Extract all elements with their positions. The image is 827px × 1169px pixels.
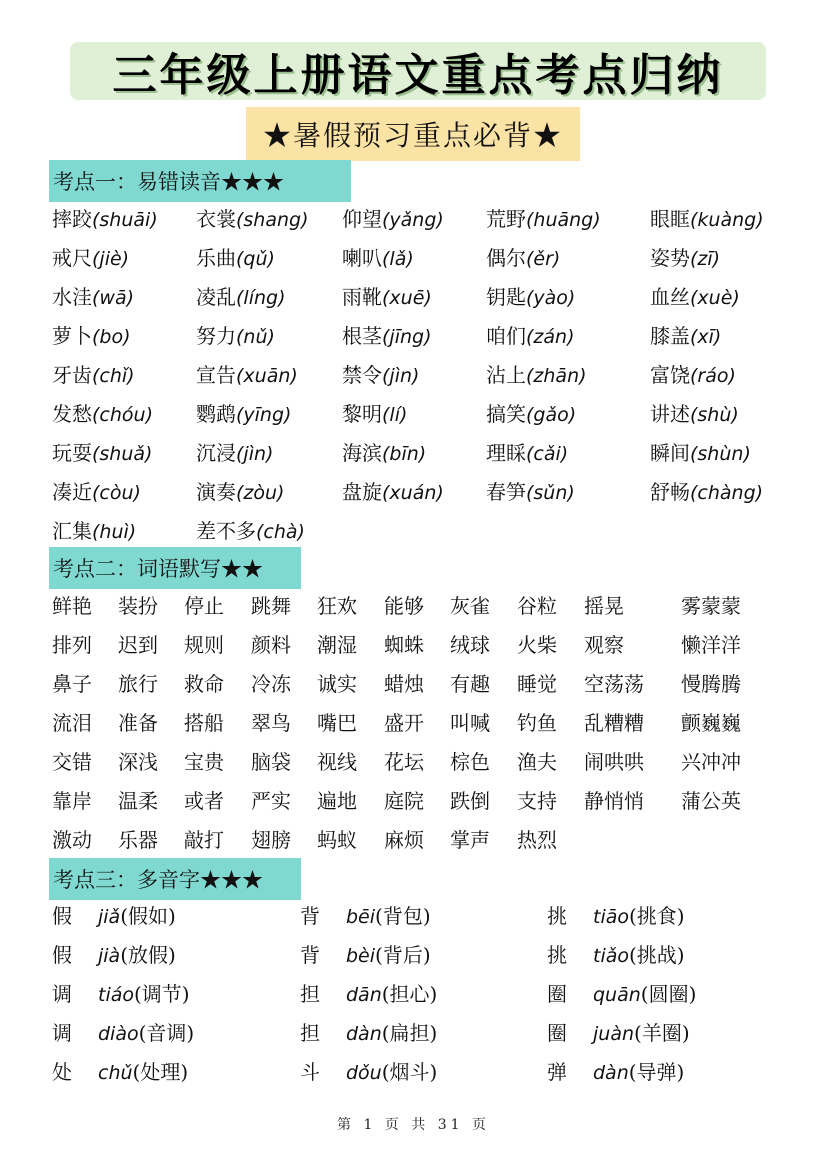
vocab-word: 热烈 [517,828,557,852]
vocab-word: 麻烦 [384,828,424,852]
vocab-word: 停止 [184,594,224,618]
polyphone-char: 调 [52,1021,72,1045]
pinyin-entry [342,359,419,388]
polyphone-example: (处理) [132,1060,189,1084]
entry-pinyin: (xuē) [382,287,432,309]
vocab-word: 乱糟糟 [584,711,644,735]
polyphone-example: (圆圈) [640,982,697,1006]
vocab-word: 蜘蛛 [384,633,424,657]
polyphone-pinyin: quān [593,984,641,1006]
polyphone-entry [547,978,696,1007]
polyphone-entry [300,1056,437,1085]
entry-word: 差不多 [196,519,256,543]
entry-pinyin: (qǔ) [236,248,275,270]
vocab-word: 颤巍巍 [681,711,741,735]
entry-pinyin: (jìn) [382,365,420,387]
polyphone-example: (挑战) [629,943,685,967]
pinyin-entry [52,320,131,349]
vocab-word: 慢腾腾 [681,672,741,696]
polyphone-example: (背后) [375,943,431,967]
polyphone-entry [300,978,437,1007]
pinyin-entry [52,203,158,232]
pinyin-entry [650,242,720,271]
polyphone-pinyin: tiǎo [593,945,629,967]
vocab-word: 蚂蚁 [317,828,357,852]
pinyin-entry [52,476,141,505]
entry-word: 血丝 [650,285,690,309]
entry-pinyin: (jīng) [382,326,432,348]
polyphone-pinyin: bèi [346,945,376,967]
entry-pinyin: (xuān) [236,365,298,387]
vocab-word: 灰雀 [450,594,490,618]
vocab-word: 严实 [251,789,291,813]
vocab-word: 流泪 [52,711,92,735]
polyphone-pinyin: tiáo [98,984,134,1006]
polyphone-entry [52,900,176,929]
entry-word: 宣告 [196,363,236,387]
vocab-word: 静悄悄 [584,789,644,813]
entry-pinyin: (yào) [526,287,576,309]
vocab-word: 跳舞 [251,594,291,618]
entry-pinyin: (líng) [236,287,286,309]
vocab-word: 视线 [317,750,357,774]
polyphone-example: (放假) [120,943,176,967]
vocab-word: 或者 [184,789,224,813]
vocab-word: 懒洋洋 [681,633,741,657]
polyphone-example: (背包) [375,904,431,928]
vocab-word: 蜡烛 [384,672,424,696]
polyphone-pinyin: tiāo [593,906,629,928]
polyphone-pinyin: dǒu [346,1062,382,1084]
vocab-word: 狂欢 [317,594,357,618]
pinyin-entry [650,476,763,505]
entry-pinyin: (kuàng) [690,209,764,231]
pinyin-entry [342,281,432,310]
vocab-word: 空荡荡 [584,672,644,696]
entry-word: 搞笑 [486,402,526,426]
pinyin-entry [342,320,432,349]
entry-pinyin: (zhān) [526,365,587,387]
entry-word: 雨靴 [342,285,382,309]
entry-word: 讲述 [650,402,690,426]
pinyin-entry [486,320,574,349]
entry-pinyin: (shuāi) [92,209,158,231]
vocab-word: 雾蒙蒙 [681,594,741,618]
polyphone-example: (假如) [120,904,176,928]
vocab-word: 掌声 [450,828,490,852]
entry-word: 鹦鹉 [196,402,236,426]
vocab-word: 搭船 [184,711,224,735]
polyphone-char: 挑 [547,904,567,928]
vocab-word: 睡觉 [517,672,557,696]
entry-pinyin: (shù) [690,404,739,426]
pinyin-entry [196,242,275,271]
polyphone-entry [547,939,685,968]
vocab-word: 能够 [384,594,424,618]
pinyin-entry [196,515,305,544]
entry-word: 仰望 [342,207,382,231]
vocab-word: 排列 [52,633,92,657]
polyphone-pinyin: jià [98,945,121,967]
polyphone-entry [547,1017,690,1046]
pinyin-entry [342,398,407,427]
entry-pinyin: (bo) [92,326,131,348]
polyphone-char: 背 [300,904,320,928]
polyphone-entry [547,1056,684,1085]
polyphone-example: (羊圈) [634,1021,690,1045]
pinyin-entry [650,320,721,349]
pinyin-entry [486,242,560,271]
pinyin-entry [342,476,444,505]
polyphone-char: 圈 [547,982,567,1006]
entry-pinyin: (yīng) [236,404,292,426]
pinyin-entry [486,476,575,505]
polyphone-char: 圈 [547,1021,567,1045]
polyphone-char: 弹 [547,1060,567,1084]
polyphone-pinyin: dàn [346,1023,382,1045]
entry-word: 眼眶 [650,207,690,231]
entry-pinyin: (ráo) [690,365,736,387]
entry-word: 荒野 [486,207,526,231]
entry-word: 钥匙 [486,285,526,309]
section-heading-3: 考点三：多音字★★★ [49,858,301,900]
entry-pinyin: (cǎi) [526,443,569,465]
entry-pinyin: (còu) [92,482,141,504]
entry-pinyin: (yǎng) [382,209,444,231]
entry-word: 沾上 [486,363,526,387]
vocab-word: 冷冻 [251,672,291,696]
vocab-word: 潮湿 [317,633,357,657]
entry-word: 凌乱 [196,285,236,309]
vocab-word: 兴冲冲 [681,750,741,774]
vocab-word: 谷粒 [517,594,557,618]
vocab-word: 激动 [52,828,92,852]
polyphone-entry [52,1017,194,1046]
pinyin-entry [52,515,136,544]
vocab-word: 诚实 [317,672,357,696]
polyphone-char: 假 [52,904,72,928]
page-subtitle: ★暑假预习重点必背★ [262,119,563,152]
entry-pinyin: (xī) [690,326,722,348]
entry-word: 玩耍 [52,441,92,465]
entry-pinyin: (jiè) [92,248,130,270]
vocab-word: 脑袋 [251,750,291,774]
pinyin-entry [196,437,273,466]
entry-pinyin: (chà) [256,521,305,543]
entry-pinyin: (jìn) [236,443,274,465]
polyphone-entry [300,1017,437,1046]
vocab-word: 鼻子 [52,672,92,696]
pinyin-entry [342,242,414,271]
entry-word: 汇集 [52,519,92,543]
polyphone-char: 担 [300,1021,320,1045]
polyphone-entry [52,939,176,968]
polyphone-char: 担 [300,982,320,1006]
pinyin-entry [486,437,568,466]
pinyin-entry [52,359,135,388]
pinyin-entry [52,242,129,271]
polyphone-entry [52,978,190,1007]
vocab-word: 嘴巴 [317,711,357,735]
vocab-word: 支持 [517,789,557,813]
entry-pinyin: (zī) [690,248,721,270]
entry-word: 衣裳 [196,207,236,231]
vocab-word: 装扮 [118,594,158,618]
entry-pinyin: (chàng) [690,482,764,504]
vocab-word: 叫喊 [450,711,490,735]
pinyin-entry [52,281,134,310]
entry-word: 根茎 [342,324,382,348]
entry-word: 牙齿 [52,363,92,387]
vocab-word: 绒球 [450,633,490,657]
page-title: 三年级上册语文重点考点归纳 [112,50,724,101]
polyphone-pinyin: juàn [593,1023,635,1045]
entry-pinyin: (lí) [382,404,408,426]
entry-word: 凑近 [52,480,92,504]
pinyin-entry [486,203,601,232]
subtitle-banner [246,107,580,161]
entry-pinyin: (zòu) [236,482,285,504]
vocab-word: 观察 [584,633,624,657]
entry-word: 黎明 [342,402,382,426]
pinyin-entry [196,203,309,232]
entry-pinyin: (xuè) [690,287,740,309]
pinyin-entry [196,281,286,310]
entry-word: 春笋 [486,480,526,504]
pinyin-entry [650,398,739,427]
section-heading-1: 考点一：易错读音★★★ [49,160,351,202]
pinyin-entry [52,437,152,466]
title-banner [70,42,766,100]
polyphone-example: (音调) [138,1021,195,1045]
entry-pinyin: (huāng) [526,209,601,231]
vocab-word: 旅行 [118,672,158,696]
vocab-word: 火柴 [517,633,557,657]
vocab-word: 翅膀 [251,828,291,852]
section-heading-2: 考点二：词语默写★★ [49,547,301,589]
entry-pinyin: (nǔ) [236,326,275,348]
polyphone-entry [300,900,431,929]
polyphone-example: (调节) [134,982,190,1006]
polyphone-pinyin: chǔ [98,1062,133,1084]
polyphone-pinyin: diào [98,1023,139,1045]
vocab-word: 交错 [52,750,92,774]
polyphone-char: 斗 [300,1060,320,1084]
polyphone-char: 假 [52,943,72,967]
entry-word: 喇叭 [342,246,382,270]
vocab-word: 靠岸 [52,789,92,813]
pinyin-entry [196,398,291,427]
entry-word: 萝卜 [52,324,92,348]
polyphone-example: (担心) [381,982,438,1006]
polyphone-char: 调 [52,982,72,1006]
pinyin-entry [650,359,736,388]
polyphone-entry [547,900,685,929]
entry-word: 禁令 [342,363,382,387]
entry-word: 演奏 [196,480,236,504]
vocab-word: 棕色 [450,750,490,774]
entry-word: 膝盖 [650,324,690,348]
vocab-word: 规则 [184,633,224,657]
entry-pinyin: (zán) [526,326,575,348]
vocab-word: 花坛 [384,750,424,774]
entry-word: 海滨 [342,441,382,465]
vocab-word: 蒲公英 [681,789,741,813]
entry-word: 理睬 [486,441,526,465]
entry-pinyin: (wā) [92,287,135,309]
entry-word: 姿势 [650,246,690,270]
vocab-word: 渔夫 [517,750,557,774]
vocab-word: 摇晃 [584,594,624,618]
page-footer: 第 1 页 共 31 页 [337,1117,490,1133]
vocab-word: 敲打 [184,828,224,852]
polyphone-entry [300,939,431,968]
vocab-word: 庭院 [384,789,424,813]
polyphone-example: (烟斗) [381,1060,438,1084]
entry-word: 乐曲 [196,246,236,270]
vocab-word: 迟到 [118,633,158,657]
pinyin-entry [650,437,751,466]
entry-pinyin: (gǎo) [526,404,577,426]
entry-word: 盘旋 [342,480,382,504]
vocab-word: 颜料 [251,633,291,657]
entry-pinyin: (shang) [236,209,309,231]
polyphone-pinyin: bēi [346,906,376,928]
entry-word: 富饶 [650,363,690,387]
pinyin-entry [650,203,764,232]
vocab-word: 遍地 [317,789,357,813]
entry-word: 沉浸 [196,441,236,465]
pinyin-entry [486,359,587,388]
entry-word: 瞬间 [650,441,690,465]
vocab-word: 深浅 [118,750,158,774]
entry-word: 咱们 [486,324,526,348]
entry-pinyin: (chóu) [92,404,153,426]
entry-pinyin: (shuǎ) [92,443,153,465]
vocab-word: 盛开 [384,711,424,735]
vocab-word: 温柔 [118,789,158,813]
polyphone-char: 背 [300,943,320,967]
polyphone-example: (挑食) [629,904,685,928]
pinyin-entry [486,281,575,310]
vocab-word: 有趣 [450,672,490,696]
polyphone-char: 处 [52,1060,72,1084]
pinyin-entry [342,437,426,466]
polyphone-example: (导弹) [628,1060,685,1084]
pinyin-entry [196,320,275,349]
pinyin-entry [486,398,576,427]
entry-pinyin: (bīn) [382,443,427,465]
vocab-word: 乐器 [118,828,158,852]
pinyin-entry [196,476,284,505]
entry-pinyin: (lǎ) [382,248,414,270]
vocab-word: 准备 [118,711,158,735]
vocab-word: 宝贵 [184,750,224,774]
entry-word: 努力 [196,324,236,348]
polyphone-pinyin: dān [346,984,382,1006]
polyphone-entry [52,1056,188,1085]
entry-word: 戒尺 [52,246,92,270]
entry-pinyin: (ěr) [526,248,561,270]
polyphone-example: (扁担) [381,1021,438,1045]
entry-pinyin: (shùn) [690,443,751,465]
vocab-word: 翠鸟 [251,711,291,735]
pinyin-entry [52,398,153,427]
polyphone-char: 挑 [547,943,567,967]
entry-pinyin: (huì) [92,521,137,543]
entry-word: 偶尔 [486,246,526,270]
vocab-word: 钓鱼 [517,711,557,735]
vocab-word: 救命 [184,672,224,696]
entry-word: 舒畅 [650,480,690,504]
entry-word: 摔跤 [52,207,92,231]
pinyin-entry [650,281,740,310]
vocab-word: 跌倒 [450,789,490,813]
entry-word: 水洼 [52,285,92,309]
polyphone-pinyin: jiǎ [98,906,121,928]
entry-pinyin: (chǐ) [92,365,135,387]
pinyin-entry [342,203,444,232]
entry-pinyin: (xuán) [382,482,444,504]
entry-pinyin: (sǔn) [526,482,575,504]
entry-word: 发愁 [52,402,92,426]
vocab-word: 闹哄哄 [584,750,644,774]
pinyin-entry [196,359,298,388]
vocab-word: 鲜艳 [52,594,92,618]
polyphone-pinyin: dàn [593,1062,629,1084]
